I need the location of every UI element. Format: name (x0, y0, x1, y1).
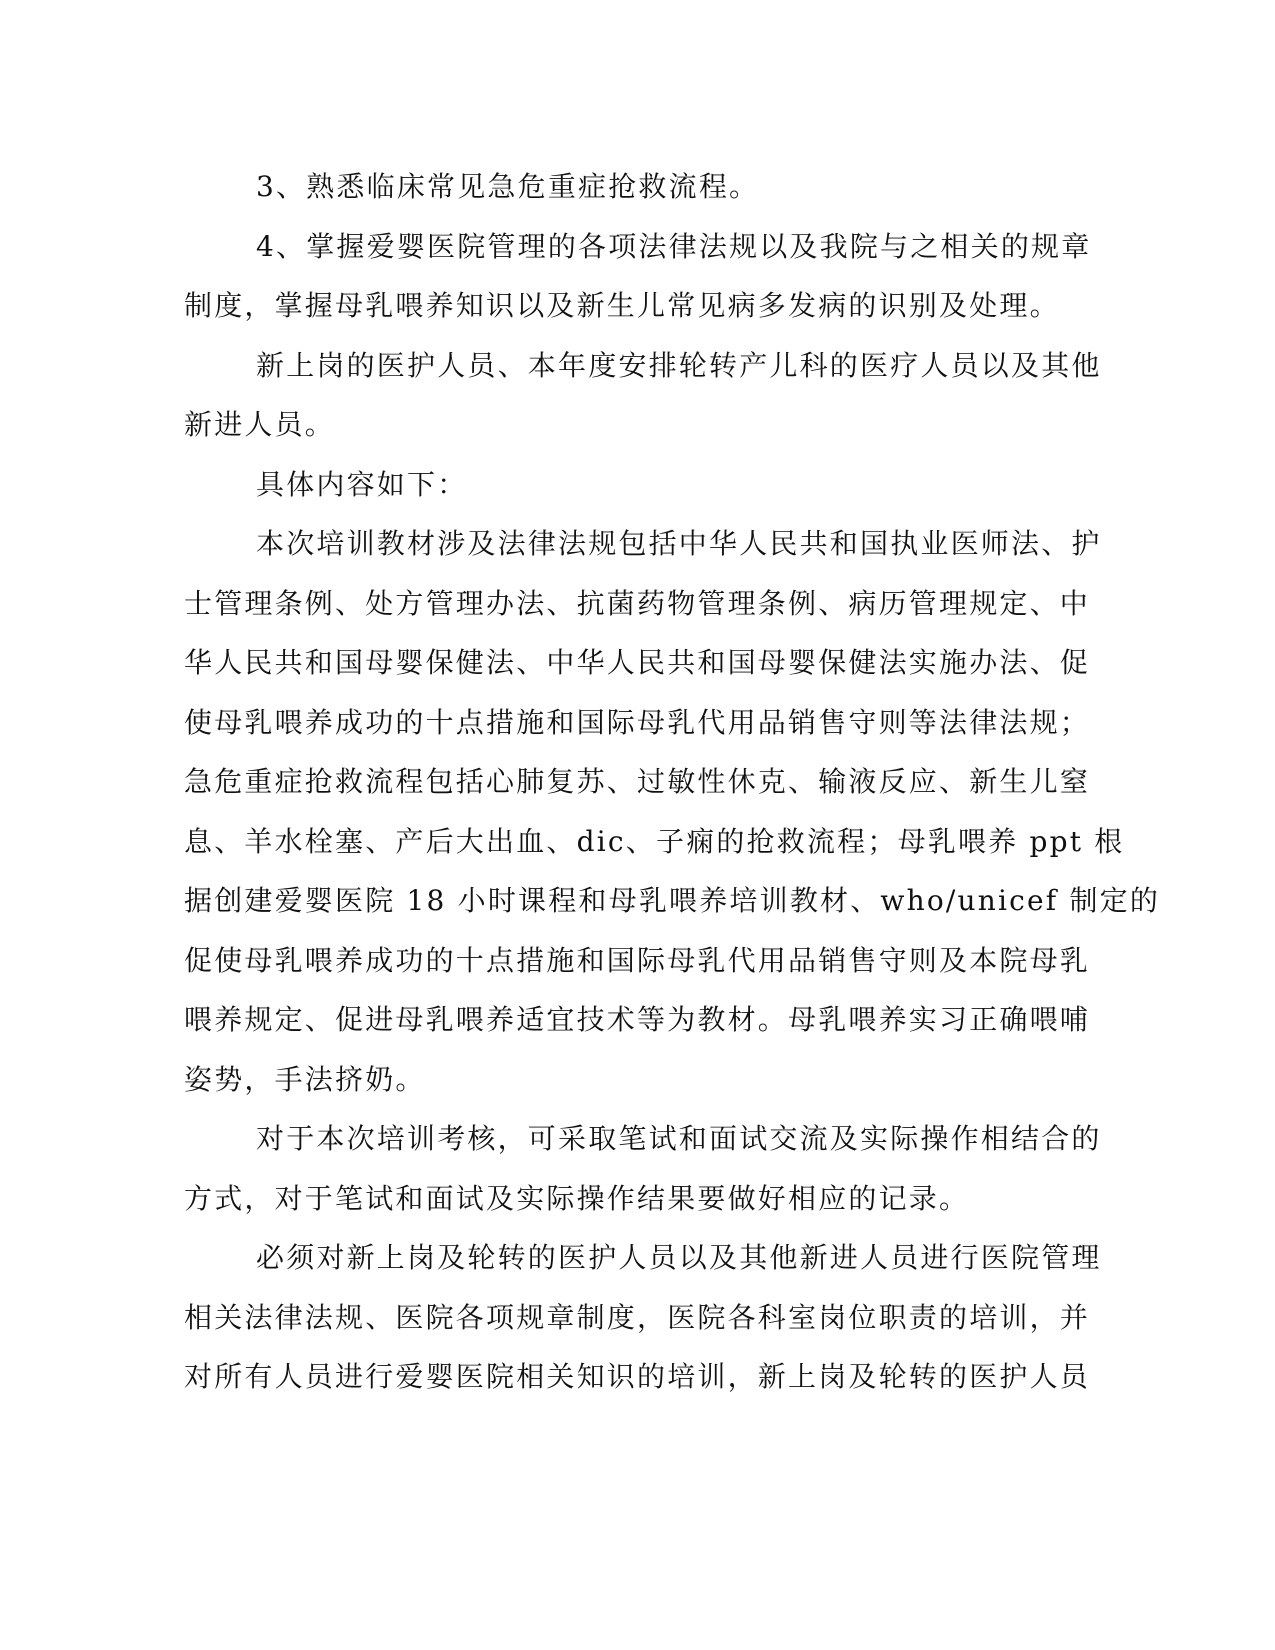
text-line: 使母乳喂养成功的十点措施和国际母乳代用品销售守则等法律法规； (184, 705, 1091, 739)
text-line: 必须对新上岗及轮转的医护人员以及其他新进人员进行医院管理 (256, 1241, 1102, 1274)
text-line: 华人民共和国母婴保健法、中华人民共和国母婴保健法实施办法、促 (184, 646, 1091, 679)
text-line: 具体内容如下： (256, 467, 468, 501)
text-line: 息、羊水栓塞、产后大出血、dic、子痫的抢救流程；母乳喂养 ppt 根 (184, 824, 1125, 858)
text-line: 姿势，手法挤奶。 (184, 1062, 426, 1096)
text-line: 4、掌握爱婴医院管理的各项法律法规以及我院与之相关的规章 (256, 229, 1092, 263)
document-body (184, 157, 1161, 1407)
text-line: 士管理条例、处方管理办法、抗菌药物管理条例、病历管理规定、中 (184, 586, 1091, 620)
text-line: 喂养规定、促进母乳喂养适宜技术等为教材。母乳喂养实习正确喂哺 (184, 1003, 1091, 1036)
text-line: 本次培训教材涉及法律法规包括中华人民共和国执业医师法、护 (256, 527, 1102, 560)
text-line: 新上岗的医护人员、本年度安排轮转产儿科的医疗人员以及其他 (256, 348, 1102, 382)
text-line: 据创建爱婴医院 18 小时课程和母乳喂养培训教材、who/unicef 制定的 (184, 884, 1161, 917)
text-line: 对所有人员进行爱婴医院相关知识的培训，新上岗及轮转的医护人员 (184, 1360, 1091, 1393)
text-line: 新进人员。 (184, 408, 336, 441)
text-line: 对于本次培训考核，可采取笔试和面试交流及实际操作相结合的 (256, 1122, 1102, 1155)
text-line: 急危重症抢救流程包括心肺复苏、过敏性休克、输液反应、新生儿窒 (184, 765, 1091, 798)
text-line: 促使母乳喂养成功的十点措施和国际母乳代用品销售守则及本院母乳 (184, 943, 1091, 977)
text-line: 相关法律法规、医院各项规章制度，医院各科室岗位职责的培训，并 (184, 1300, 1091, 1334)
text-line: 方式，对于笔试和面试及实际操作结果要做好相应的记录。 (184, 1181, 970, 1215)
text-line: 制度，掌握母乳喂养知识以及新生儿常见病多发病的识别及处理。 (184, 289, 1060, 322)
text-line: 3、熟悉临床常见急危重症抢救流程。 (256, 170, 760, 203)
